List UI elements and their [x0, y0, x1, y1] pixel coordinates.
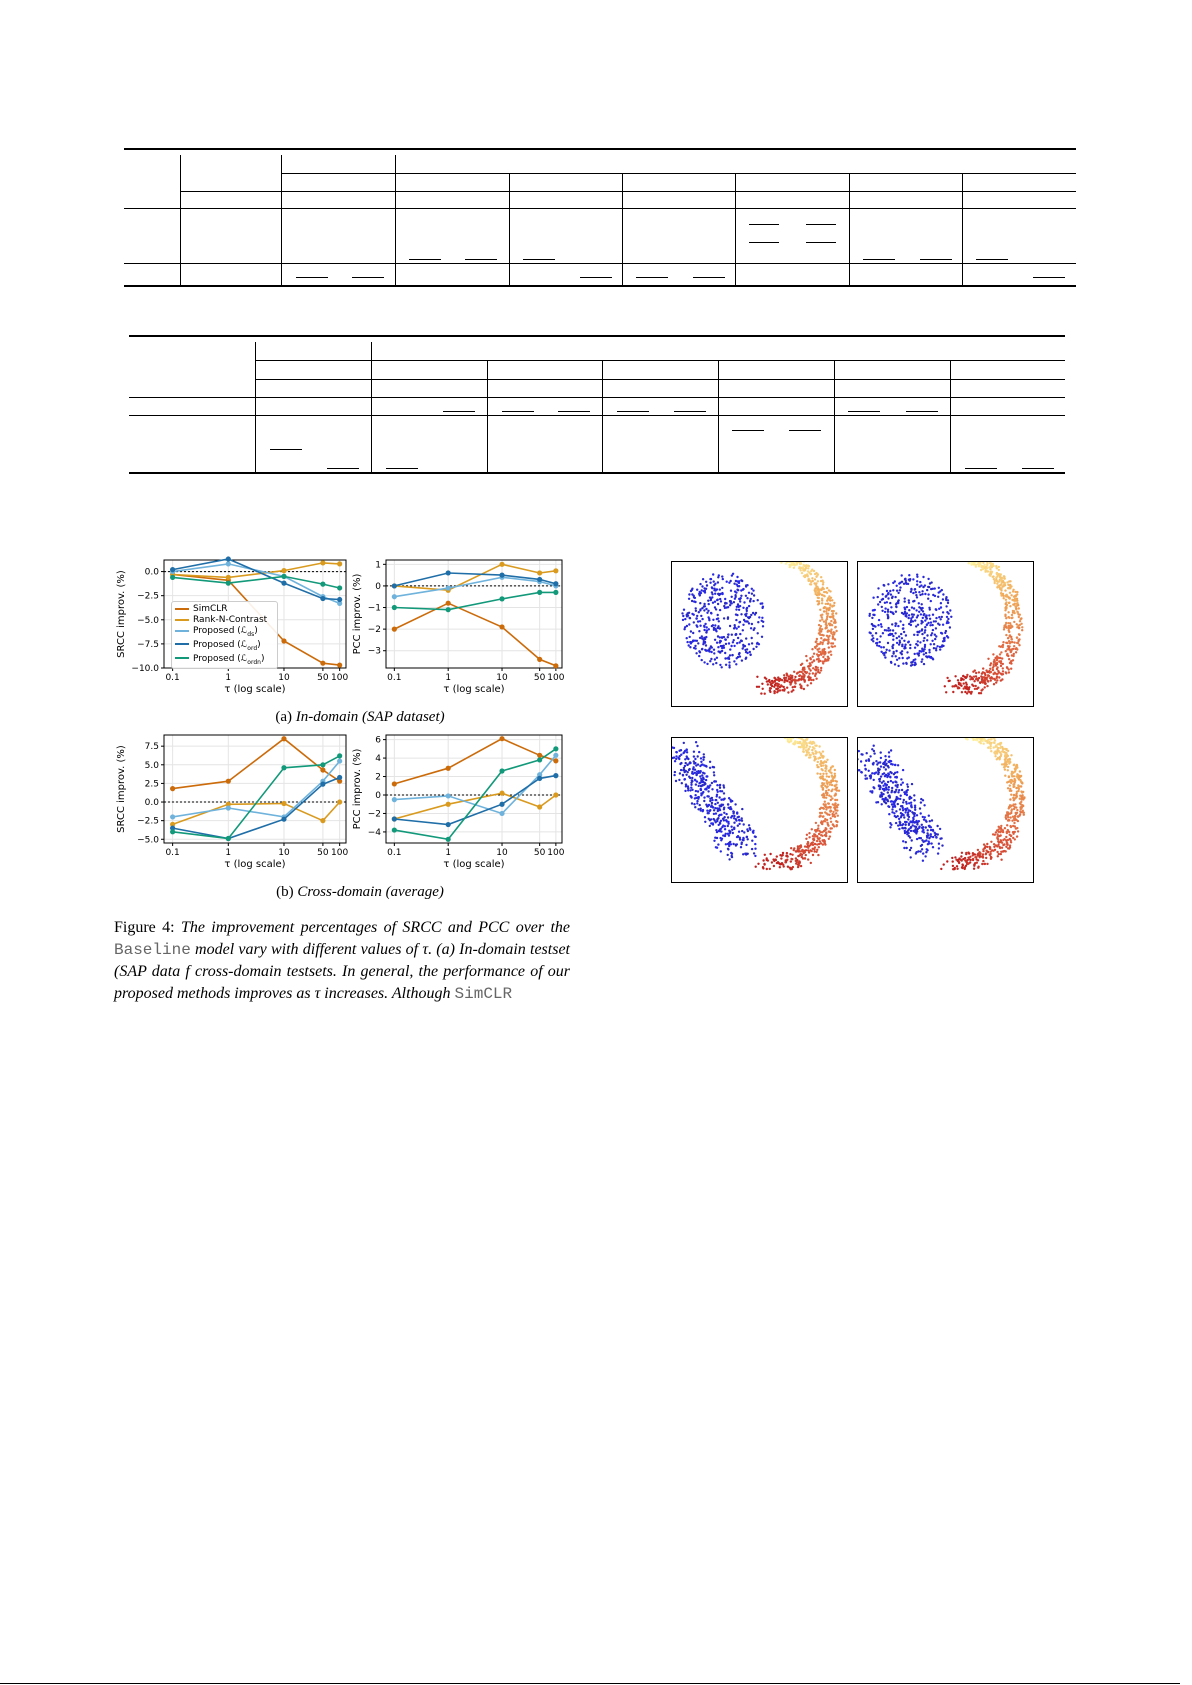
- subcaption-b-label: (b): [276, 884, 294, 900]
- data-point: [499, 596, 504, 601]
- legend-label: SimCLR: [193, 604, 228, 614]
- chart-b-left: [114, 731, 354, 873]
- y-tick-label: 6: [375, 735, 381, 746]
- table2-underline: [270, 449, 302, 450]
- subcaption-b: [200, 884, 520, 901]
- tsne-plot: [671, 737, 848, 883]
- data-point: [281, 568, 286, 573]
- caption-code: SimCLR: [454, 985, 513, 1003]
- x-tick-label: 50: [533, 848, 546, 858]
- data-point: [553, 568, 558, 573]
- table1-underline: [920, 259, 952, 260]
- table2-underline: [443, 411, 475, 412]
- figure-label: Figure 4:: [114, 919, 175, 936]
- table2-underline: [327, 468, 359, 469]
- data-point: [320, 661, 325, 666]
- data-point: [226, 836, 231, 841]
- y-tick-label: 5.0: [144, 760, 159, 771]
- data-point: [281, 817, 286, 822]
- caption-text: f cross-domain testsets. In general, the performance of our proposed methods improves as τ increases. Although: [114, 963, 571, 1002]
- data-point: [553, 581, 558, 586]
- x-tick-label: 0.1: [165, 673, 180, 683]
- data-point: [320, 818, 325, 823]
- y-tick-label: 2: [375, 772, 381, 783]
- x-tick-label: 100: [547, 848, 565, 858]
- x-axis-label: τ (log scale): [443, 859, 505, 870]
- data-point: [499, 802, 504, 807]
- page-bottom-rule: [0, 1683, 1180, 1684]
- table2-vline: [602, 360, 603, 472]
- tsne-plot: [857, 737, 1034, 883]
- legend-item-rnc: [175, 615, 274, 626]
- data-point: [446, 837, 451, 842]
- table1-vline: [962, 173, 963, 286]
- legend-sub: ord: [247, 644, 258, 652]
- table2-mid-rule: [256, 379, 1065, 380]
- table2-vline: [371, 342, 372, 472]
- data-point: [499, 811, 504, 816]
- data-point: [170, 567, 175, 572]
- x-tick-label: 50: [317, 673, 329, 683]
- x-tick-label: 10: [278, 848, 290, 858]
- data-point: [392, 605, 397, 610]
- y-tick-label: −10.0: [131, 664, 159, 674]
- table2-underline: [965, 468, 997, 469]
- x-tick-label: 1: [225, 848, 232, 858]
- subcaption-b-text: Cross-domain (average): [297, 884, 444, 900]
- data-point: [226, 561, 231, 566]
- data-point: [392, 827, 397, 832]
- data-point: [226, 581, 231, 586]
- data-point: [226, 556, 231, 561]
- data-point: [446, 601, 451, 606]
- data-point: [537, 590, 542, 595]
- legend-label: Proposed (ℒ: [193, 626, 248, 636]
- legend-label: Proposed (ℒ: [193, 653, 248, 664]
- data-point: [446, 570, 451, 575]
- chart-a-right: [350, 556, 570, 698]
- data-point: [392, 781, 397, 786]
- table1-vline: [735, 173, 736, 286]
- series-line: [173, 564, 340, 604]
- table1-underline: [693, 277, 725, 278]
- tsne-points: [868, 561, 1023, 695]
- data-point: [446, 607, 451, 612]
- table2-underline: [848, 411, 880, 412]
- y-axis-label: PCC improv. (%): [352, 748, 363, 830]
- table2-underline: [617, 411, 649, 412]
- plot-frame: [386, 735, 562, 843]
- data-point: [446, 766, 451, 771]
- x-tick-label: 10: [278, 673, 290, 683]
- data-point: [170, 829, 175, 834]
- data-point: [499, 791, 504, 796]
- y-tick-label: −2.5: [137, 591, 159, 602]
- figure-caption: [114, 917, 570, 1005]
- data-point: [499, 624, 504, 629]
- data-point: [281, 638, 286, 643]
- x-tick-label: 50: [317, 848, 329, 858]
- table1-underline: [352, 277, 384, 278]
- data-point: [170, 814, 175, 819]
- table1-underline: [580, 277, 612, 278]
- data-point: [537, 804, 542, 809]
- table1-underline: [976, 259, 1008, 260]
- legend-close: ): [254, 626, 258, 636]
- data-point: [537, 570, 542, 575]
- table2-underline: [789, 430, 821, 431]
- legend-label: Rank-N-Contrast: [193, 615, 268, 625]
- caption-code: Baseline: [114, 941, 191, 959]
- series-line: [394, 573, 556, 586]
- data-point: [226, 805, 231, 810]
- x-tick-label: 50: [533, 673, 546, 683]
- y-tick-label: 7.5: [144, 742, 159, 753]
- legend-box: [171, 601, 278, 669]
- data-point: [337, 561, 342, 566]
- y-tick-label: −1: [367, 603, 381, 614]
- y-tick-label: −2.5: [137, 816, 159, 827]
- y-tick-label: 0.0: [144, 567, 159, 578]
- table1-underline: [636, 277, 668, 278]
- data-point: [320, 560, 325, 565]
- x-tick-label: 100: [331, 673, 349, 683]
- data-point: [281, 736, 286, 741]
- data-point: [281, 765, 286, 770]
- data-point: [553, 758, 558, 763]
- table1-underline: [749, 242, 779, 243]
- table1-mid-rule-3: [124, 263, 1076, 264]
- legend-close: ): [257, 639, 261, 650]
- y-tick-label: −2: [367, 809, 381, 820]
- table2-vline: [255, 342, 256, 472]
- data-point: [337, 597, 342, 602]
- data-point: [499, 562, 504, 567]
- y-tick-label: 2.5: [144, 779, 159, 790]
- data-point: [392, 583, 397, 588]
- data-point: [226, 779, 231, 784]
- table1-underline: [749, 224, 779, 225]
- series-line: [173, 778, 340, 839]
- table2-mid-rule-2: [129, 397, 1065, 398]
- series-line: [394, 776, 556, 825]
- table1-vline: [180, 155, 181, 286]
- table1-vline: [281, 155, 282, 286]
- data-point: [170, 575, 175, 580]
- tsne-plot: [671, 561, 848, 707]
- table1-underline: [863, 259, 895, 260]
- table1-underline: [806, 224, 836, 225]
- table1-underline: [409, 259, 441, 260]
- data-point: [281, 574, 286, 579]
- data-point: [499, 768, 504, 773]
- table1-vline: [395, 155, 396, 286]
- data-point: [553, 590, 558, 595]
- data-point: [337, 663, 342, 668]
- legend-sub: ds: [247, 630, 255, 638]
- data-point: [446, 802, 451, 807]
- series-line: [394, 603, 556, 666]
- table2-vline: [718, 360, 719, 472]
- data-point: [392, 797, 397, 802]
- x-tick-label: 0.1: [387, 848, 402, 858]
- legend-item-ordn: [175, 654, 274, 668]
- y-tick-label: −2: [367, 625, 381, 636]
- y-tick-label: −7.5: [137, 639, 159, 650]
- data-point: [537, 776, 542, 781]
- y-axis-label: SRCC improv. (%): [116, 570, 127, 658]
- x-tick-label: 1: [225, 673, 232, 683]
- table1-underline: [523, 259, 555, 260]
- subcaption-a-label: (a): [275, 709, 293, 725]
- table1-underline: [296, 277, 328, 278]
- data-point: [281, 801, 286, 806]
- table2-underline: [1022, 468, 1054, 469]
- series-line: [394, 749, 556, 840]
- table1-mid-rule-2: [124, 208, 1076, 209]
- table1-top-rule: [124, 148, 1076, 150]
- data-point: [337, 585, 342, 590]
- tsne-plot: [857, 561, 1034, 707]
- data-point: [392, 594, 397, 599]
- y-tick-label: 0.0: [144, 798, 159, 809]
- data-point: [499, 573, 504, 578]
- table2-vline: [487, 360, 488, 472]
- y-tick-label: −4: [367, 827, 381, 838]
- table2-vline: [950, 360, 951, 472]
- legend-item-ds: [175, 626, 274, 640]
- data-point: [320, 762, 325, 767]
- table1-cmid-rule: [282, 173, 1076, 174]
- table2-mid-rule-3: [129, 415, 1065, 416]
- y-tick-label: 1: [375, 560, 381, 571]
- x-tick-label: 10: [496, 673, 508, 683]
- table2-underline: [558, 411, 590, 412]
- data-point: [392, 627, 397, 632]
- data-point: [320, 582, 325, 587]
- x-tick-label: 1: [445, 673, 452, 683]
- table1-vline: [509, 173, 510, 286]
- x-tick-label: 0.1: [387, 673, 402, 683]
- data-point: [337, 753, 342, 758]
- data-point: [553, 663, 558, 668]
- y-tick-label: −5.0: [137, 615, 159, 626]
- table1-underline: [465, 259, 497, 260]
- data-point: [537, 657, 542, 662]
- table1-underline: [806, 242, 836, 243]
- x-axis-label: τ (log scale): [224, 684, 286, 695]
- caption-text: The improvement percentages of SRCC and PCC over the: [180, 919, 571, 936]
- table2-underline: [502, 411, 534, 412]
- series-line: [173, 761, 340, 817]
- data-point: [446, 585, 451, 590]
- y-tick-label: 4: [375, 754, 381, 765]
- legend-label: Proposed (ℒ: [193, 639, 248, 650]
- table2-underline: [674, 411, 706, 412]
- y-tick-label: −3: [367, 646, 381, 657]
- data-point: [392, 816, 397, 821]
- table1-vline: [849, 173, 850, 286]
- y-tick-label: −5.0: [137, 835, 159, 846]
- table1-vline: [622, 173, 623, 286]
- data-point: [553, 753, 558, 758]
- table1-underline: [1033, 277, 1065, 278]
- data-point: [553, 792, 558, 797]
- legend-item-simclr: [175, 604, 274, 615]
- data-point: [337, 775, 342, 780]
- table2-underline: [906, 411, 938, 412]
- table2-underline: [732, 430, 764, 431]
- data-point: [553, 746, 558, 751]
- data-point: [446, 793, 451, 798]
- data-point: [320, 767, 325, 772]
- x-tick-label: 10: [496, 848, 508, 858]
- tsne-points: [857, 737, 1026, 870]
- tsne-points: [671, 737, 840, 870]
- series-line: [173, 576, 340, 588]
- data-point: [337, 799, 342, 804]
- table2-bottom-rule: [129, 472, 1065, 474]
- series-line: [173, 756, 340, 839]
- legend-sub: ordn: [247, 658, 261, 666]
- series-line: [394, 739, 556, 784]
- table2-top-rule: [129, 335, 1065, 337]
- legend-close: ): [260, 653, 265, 664]
- y-axis-label: PCC improv. (%): [352, 573, 363, 655]
- chart-b-right: [350, 731, 570, 873]
- x-tick-label: 100: [547, 673, 565, 683]
- data-point: [537, 577, 542, 582]
- x-tick-label: 1: [445, 848, 452, 858]
- data-point: [553, 773, 558, 778]
- table2-vline: [834, 360, 835, 472]
- y-tick-label: 0: [375, 581, 381, 592]
- data-point: [537, 753, 542, 758]
- x-axis-label: τ (log scale): [443, 684, 505, 695]
- table1-bottom-rule: [124, 285, 1076, 287]
- tsne-points: [681, 561, 838, 695]
- subcaption-a-text: In-domain (SAP dataset): [295, 709, 445, 725]
- x-tick-label: 0.1: [165, 848, 180, 858]
- data-point: [281, 581, 286, 586]
- y-tick-label: 0: [375, 791, 381, 801]
- x-tick-label: 100: [331, 848, 349, 858]
- data-point: [537, 757, 542, 762]
- table2-underline: [386, 468, 418, 469]
- data-point: [170, 786, 175, 791]
- y-axis-label: SRCC improv. (%): [116, 745, 127, 833]
- data-point: [226, 575, 231, 580]
- data-point: [337, 758, 342, 763]
- data-point: [499, 736, 504, 741]
- table2-cmid-rule: [256, 360, 1065, 361]
- data-point: [320, 782, 325, 787]
- table1-mid-rule: [181, 191, 1076, 192]
- data-point: [320, 596, 325, 601]
- subcaption-a: [200, 709, 520, 726]
- data-point: [446, 822, 451, 827]
- legend-item-ord: [175, 640, 274, 654]
- x-axis-label: τ (log scale): [224, 859, 286, 870]
- caption-text: model vary with different values of τ. (a) In-domain testset (SAP data: [114, 941, 571, 980]
